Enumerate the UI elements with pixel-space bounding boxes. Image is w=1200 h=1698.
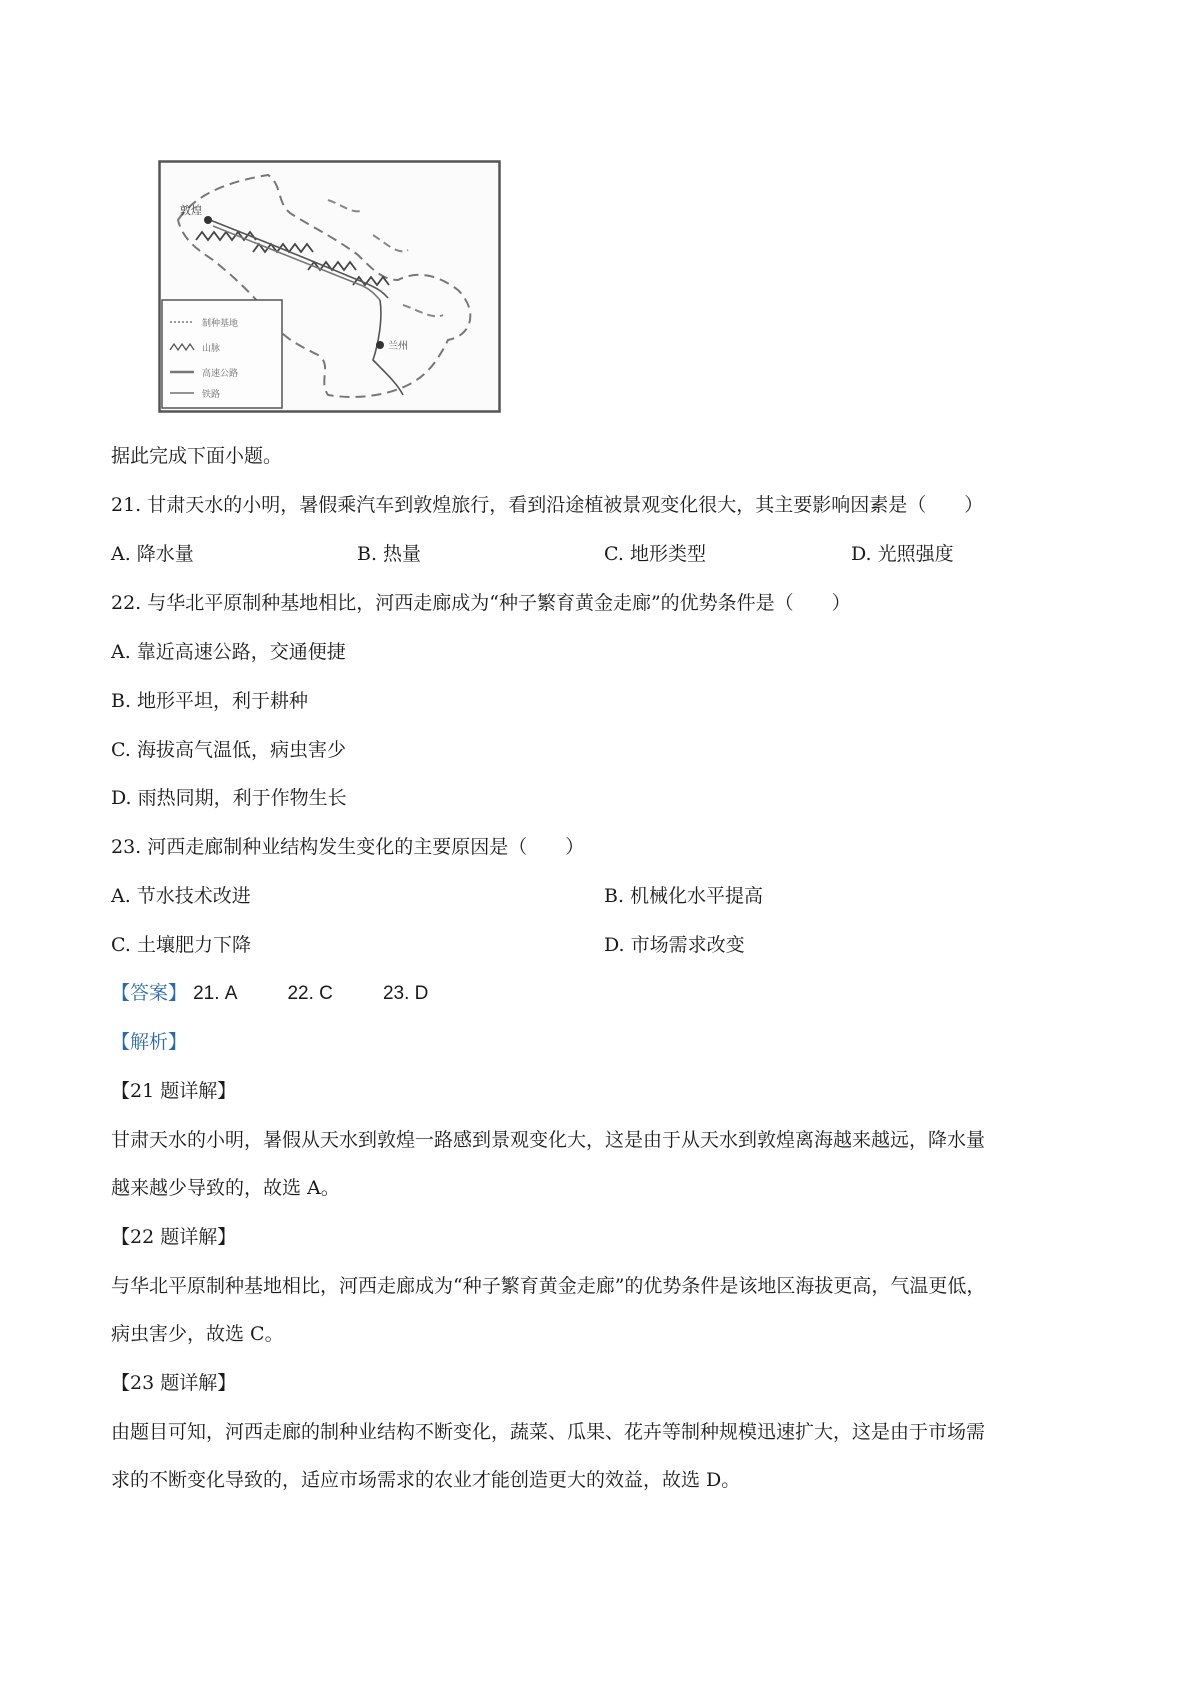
q22-option-c: C. 海拔高气温低，病虫害少: [111, 739, 346, 761]
q22-option-b: B. 地形平坦，利于耕种: [111, 690, 309, 712]
question-21-stem: 21. 甘肃天水的小明，暑假乘汽车到敦煌旅行，看到沿途植被景观变化很大，其主要影响因素是（ ）: [111, 494, 984, 516]
answer-label: 【答案】: [111, 982, 188, 1004]
detail-21-line-1: 甘肃天水的小明，暑假从天水到敦煌一路感到景观变化大，这是由于从天水到敦煌离海越来越远，降水量: [111, 1129, 986, 1151]
q23-option-c: C. 土壤肥力下降: [111, 934, 251, 956]
q23-option-b: B. 机械化水平提高: [604, 885, 764, 907]
detail-23-heading: 【23 题详解】: [111, 1372, 237, 1394]
q21-option-b: B. 热量: [357, 543, 422, 565]
answer-22: 22. C: [287, 983, 333, 1004]
q22-option-d: D. 雨热同期，利于作物生长: [111, 787, 347, 809]
detail-23-line-2: 求的不断变化导致的，适应市场需求的农业才能创造更大的效益，故选 D。: [111, 1469, 741, 1491]
city-dunhuang-marker: [204, 216, 212, 224]
answer-23: 23. D: [382, 983, 429, 1004]
hexi-corridor-map: [158, 160, 501, 413]
answer-21: 21. A: [193, 983, 238, 1004]
legend-label-4: 铁路: [202, 390, 221, 400]
city-label-dunhuang: 敦煌: [180, 204, 202, 217]
intro-text: 据此完成下面小题。: [111, 445, 283, 467]
q21-option-a: A. 降水量: [111, 543, 194, 565]
q23-option-d: D. 市场需求改变: [604, 934, 745, 956]
question-22-stem: 22. 与华北平原制种基地相比，河西走廊成为“种子繁育黄金走廊”的优势条件是（ ）: [111, 592, 851, 614]
detail-22-line-2: 病虫害少，故选 C。: [111, 1323, 284, 1345]
city-label-lanzhou: 兰州: [388, 341, 408, 352]
answer-row: [111, 982, 428, 1006]
detail-22-line-1: 与华北平原制种基地相比，河西走廊成为“种子繁育黄金走廊”的优势条件是该地区海拔更高，气温更低，: [111, 1275, 986, 1297]
map-legend: [162, 300, 282, 408]
analysis-label: 【解析】: [111, 1031, 188, 1053]
question-23-stem: 23. 河西走廊制种业结构发生变化的主要原因是（ ）: [111, 836, 585, 858]
detail-23-line-1: 由题目可知，河西走廊的制种业结构不断变化，蔬菜、瓜果、花卉等制种规模迅速扩大，这是由于市场需: [111, 1421, 986, 1443]
detail-21-line-2: 越来越少导致的，故选 A。: [111, 1177, 340, 1199]
detail-22-heading: 【22 题详解】: [111, 1226, 237, 1248]
legend-label-1: 制种基地: [202, 319, 239, 329]
city-lanzhou-marker: [376, 341, 384, 349]
legend-label-3: 高速公路: [202, 369, 239, 379]
q22-option-a: A. 靠近高速公路，交通便捷: [111, 641, 346, 663]
q21-option-d: D. 光照强度: [851, 543, 954, 565]
detail-21-heading: 【21 题详解】: [111, 1080, 237, 1102]
q21-option-c: C. 地形类型: [604, 543, 706, 565]
legend-label-2: 山脉: [202, 344, 221, 354]
q23-option-a: A. 节水技术改进: [111, 885, 251, 907]
